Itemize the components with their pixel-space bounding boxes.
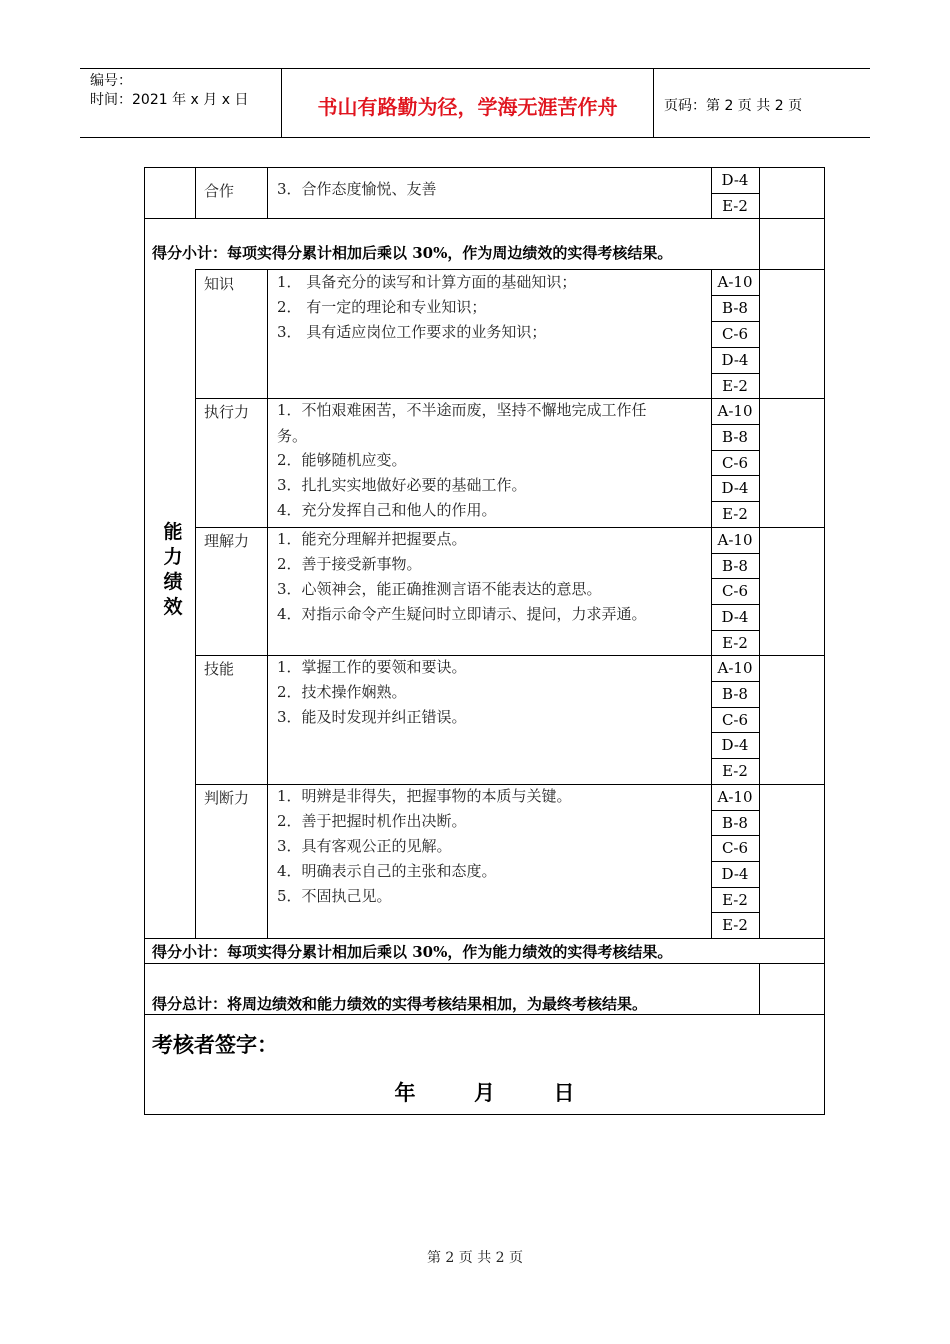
knowledge-item: 1． 具备充分的读写和计算方面的基础知识；	[277, 273, 577, 291]
document-date: 时间：2021 年 x 月 x 日	[90, 92, 249, 108]
ability-title-char: 效	[163, 596, 183, 618]
table-rule	[267, 269, 268, 938]
judgment-item: 2．善于把握时机作出决断。	[277, 812, 467, 830]
knowledge-item: 2． 有一定的理论和专业知识；	[277, 298, 487, 316]
grade-cell: A-10	[717, 273, 753, 291]
table-rule	[711, 553, 759, 554]
grade-cell: A-10	[717, 402, 753, 420]
table-rule	[711, 321, 759, 322]
comprehension-item: 3．心领神会，能正确推测言语不能表达的意思。	[277, 580, 602, 598]
table-rule	[711, 578, 759, 579]
grade-cell: B-8	[722, 685, 748, 703]
grade-cell: C-6	[721, 582, 749, 600]
grade-cell: E-2	[722, 891, 748, 909]
section-label-skills: 技能	[204, 660, 235, 678]
table-rule	[711, 167, 712, 218]
judgment-item: 1．明辨是非得失，把握事物的本质与关键。	[277, 787, 572, 805]
grade-cell: D-4	[721, 171, 749, 189]
comprehension-item: 4．对指示命令产生疑问时立即请示、提问，力求弄通。	[277, 605, 647, 623]
cooperation-item: 3．合作态度愉悦、友善	[277, 180, 437, 198]
evaluation-form	[144, 167, 825, 1115]
judgment-item: 5．不固执己见。	[277, 887, 392, 905]
table-rule	[711, 835, 759, 836]
signature-label: 考核者签字：	[152, 1032, 278, 1057]
grade-cell: B-8	[722, 299, 748, 317]
section-label-comprehension: 理解力	[204, 532, 250, 550]
table-rule	[711, 810, 759, 811]
skills-item: 1．掌握工作的要领和要诀。	[277, 658, 467, 676]
grade-cell: C-6	[721, 711, 749, 729]
section-label-cooperation: 合作	[204, 182, 235, 200]
grade-cell: B-8	[722, 814, 748, 832]
section-label-judgment: 判断力	[204, 789, 250, 807]
table-rule	[144, 1014, 825, 1015]
table-rule	[144, 1114, 825, 1115]
table-rule	[267, 167, 268, 218]
table-rule	[759, 963, 760, 1014]
table-rule	[711, 475, 759, 476]
execution-item: 4．充分发挥自己和他人的作用。	[277, 501, 497, 519]
grade-cell: E-2	[722, 634, 748, 652]
ability-title-char: 绩	[163, 571, 183, 593]
grade-cell: E-2	[722, 377, 748, 395]
section-label-execution: 执行力	[204, 403, 250, 421]
ability-performance-text	[162, 521, 184, 621]
table-rule	[144, 167, 825, 168]
table-rule	[711, 758, 759, 759]
signature-date[interactable]: 年 月 日	[394, 1080, 575, 1105]
table-rule	[195, 398, 825, 399]
grade-cell: D-4	[721, 736, 749, 754]
ability-title-char: 力	[163, 546, 183, 568]
table-rule	[759, 167, 760, 269]
table-rule	[711, 912, 759, 913]
table-rule	[195, 527, 825, 528]
table-rule	[195, 167, 196, 218]
page-footer: 第 2 页 共 2 页	[426, 1250, 524, 1266]
grade-cell: B-8	[722, 557, 748, 575]
table-rule	[711, 707, 759, 708]
grade-cell: D-4	[721, 479, 749, 497]
execution-item: 1．不怕艰难困苦，不半途而废，坚持不懈地完成工作任	[277, 401, 647, 419]
ability-subtotal: 得分小计：每项实得分累计相加后乘以 30%，作为能力绩效的实得考核结果。	[152, 943, 673, 961]
execution-item: 务。	[277, 427, 308, 445]
comprehension-item: 2．善于接受新事物。	[277, 555, 422, 573]
section-label-knowledge: 知识	[204, 275, 235, 293]
peripheral-subtotal: 得分小计：每项实得分累计相加后乘以 30%，作为周边绩效的实得考核结果。	[152, 244, 673, 262]
execution-item: 2．能够随机应变。	[277, 451, 407, 469]
table-rule	[711, 630, 759, 631]
table-rule	[711, 861, 759, 862]
table-rule	[711, 424, 759, 425]
grade-cell: C-6	[721, 325, 749, 343]
grade-cell: E-2	[722, 505, 748, 523]
grade-cell: B-8	[722, 428, 748, 446]
table-rule	[144, 938, 825, 939]
grade-cell: D-4	[721, 608, 749, 626]
knowledge-item: 3． 具有适应岗位工作要求的业务知识；	[277, 323, 547, 341]
grade-cell: C-6	[721, 839, 749, 857]
table-rule	[711, 347, 759, 348]
grade-cell: D-4	[721, 865, 749, 883]
header-motto: 书山有路勤为径，学海无涯苦作舟	[282, 69, 654, 137]
table-rule	[711, 193, 759, 194]
ability-title-char: 能	[163, 521, 183, 543]
table-rule	[195, 655, 825, 656]
header-page-info: 页码：第 2 页 共 2 页	[664, 98, 803, 114]
table-rule	[711, 887, 759, 888]
grade-cell: A-10	[717, 788, 753, 806]
grade-cell: E-2	[722, 916, 748, 934]
execution-item: 3．扎扎实实地做好必要的基础工作。	[277, 476, 527, 494]
judgment-item: 4．明确表示自己的主张和态度。	[277, 862, 497, 880]
table-rule	[711, 295, 759, 296]
grade-cell: E-2	[722, 197, 748, 215]
grade-cell: C-6	[721, 454, 749, 472]
table-rule	[711, 269, 712, 938]
table-rule	[144, 963, 825, 964]
table-rule	[711, 604, 759, 605]
grand-total: 得分总计：将周边绩效和能力绩效的实得考核结果相加，为最终考核结果。	[152, 995, 648, 1013]
judgment-item: 3．具有客观公正的见解。	[277, 837, 452, 855]
grade-cell: E-2	[722, 762, 748, 780]
comprehension-item: 1．能充分理解并把握要点。	[277, 530, 467, 548]
running-header	[80, 68, 870, 138]
table-rule	[711, 681, 759, 682]
grade-cell: D-4	[721, 351, 749, 369]
header-meta	[80, 69, 282, 137]
table-rule	[711, 501, 759, 502]
table-rule	[711, 373, 759, 374]
table-rule	[711, 732, 759, 733]
grade-cell: A-10	[717, 659, 753, 677]
table-rule	[144, 218, 825, 219]
table-rule	[759, 269, 760, 938]
table-rule	[824, 167, 825, 1115]
table-rule	[195, 784, 825, 785]
table-rule	[711, 450, 759, 451]
skills-item: 3．能及时发现并纠正错误。	[277, 708, 467, 726]
skills-item: 2．技术操作娴熟。	[277, 683, 407, 701]
table-rule	[195, 269, 196, 938]
document-number-label: 编号：	[90, 73, 132, 89]
grade-cell: A-10	[717, 531, 753, 549]
ability-performance-label	[162, 521, 184, 621]
table-rule	[144, 167, 145, 1115]
table-rule	[195, 269, 825, 270]
